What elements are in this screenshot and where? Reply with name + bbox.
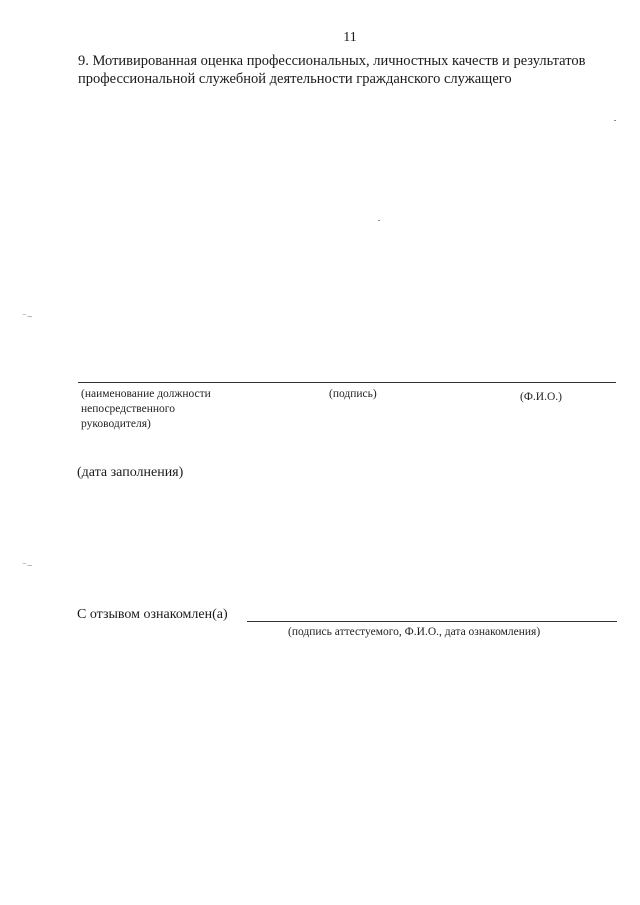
- acknowledgement-line: [247, 621, 617, 622]
- page-number: 11: [343, 30, 357, 45]
- signature-caption: (подпись): [329, 388, 377, 400]
- scan-artifact-dot: [378, 220, 380, 221]
- scan-artifact-dot: [614, 120, 616, 121]
- date-caption: (дата заполнения): [77, 465, 184, 480]
- position-caption: (наименование должности непосредственного руководителя): [81, 388, 211, 430]
- section-9-heading: 9. Мотивированная оценка профессиональных, личностных качеств и результатов профессиональной служебной деятельности гражданского служащего: [78, 53, 586, 87]
- acknowledgement-caption: (подпись аттестуемого, Ф.И.О., дата ознакомления): [288, 626, 541, 638]
- scan-artifact-mark: ⁻⌣: [22, 312, 33, 322]
- acknowledgement-label: С отзывом ознакомлен(а): [77, 607, 228, 622]
- signature-line: [78, 382, 616, 383]
- scan-artifact-mark: ⁻⌣: [22, 561, 33, 571]
- name-caption: (Ф.И.О.): [520, 391, 562, 403]
